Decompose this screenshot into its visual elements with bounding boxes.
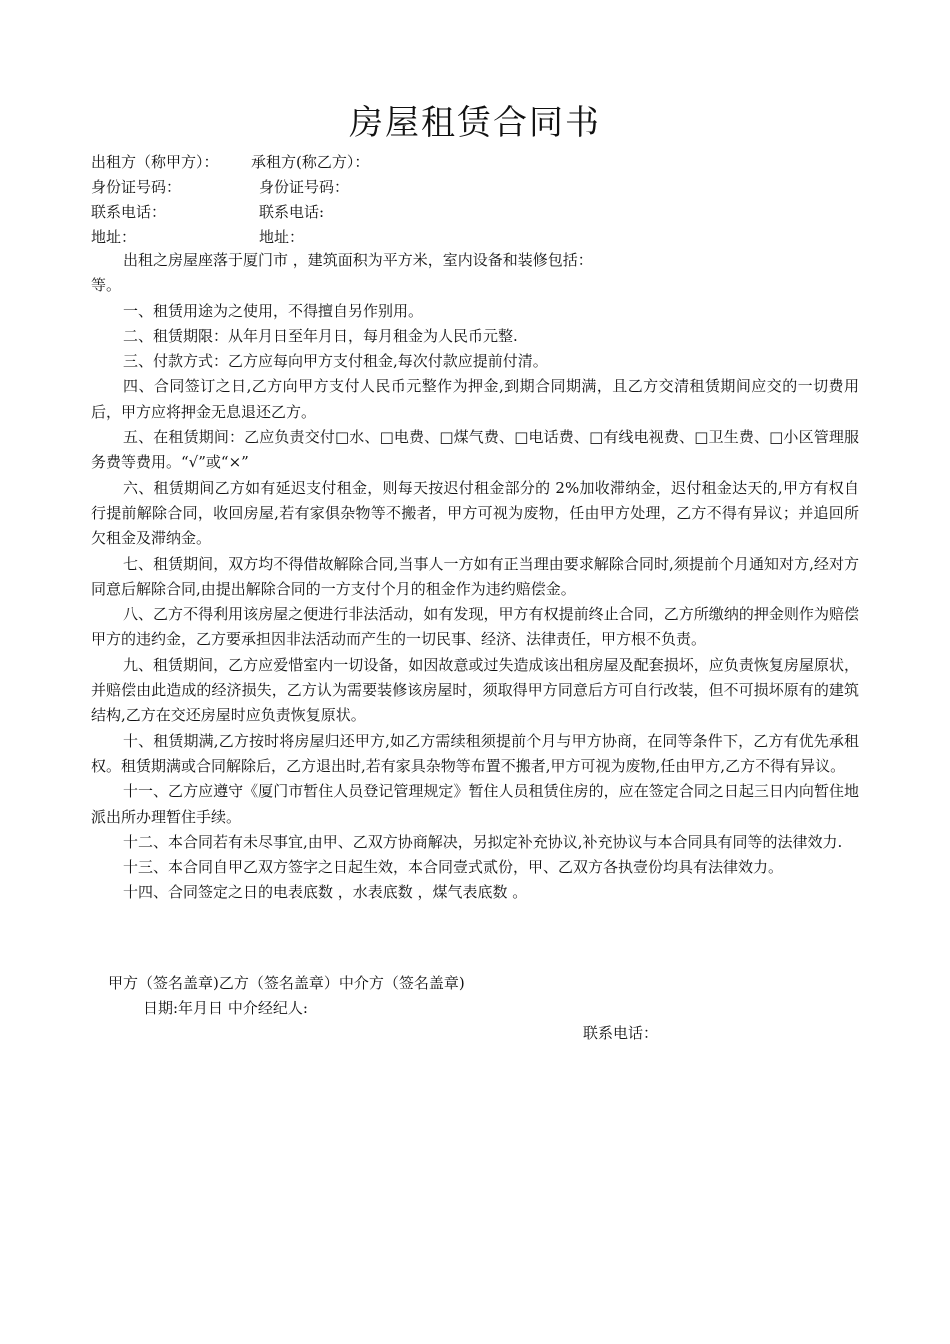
clause-11-registration: 十一、乙方应遵守《厦门市暂住人员登记管理规定》暂住人员租赁住房的，应在签定合同之日起三日内向暂住地派出所办理暂住手续。: [91, 782, 859, 826]
lessee-address-label: 地址：: [259, 228, 305, 246]
clause-5-fees: 五、在租赁期间：乙应负责交付□水、□电费、□煤气费、□电话费、□有线电视费、□卫生费、□小区管理服务费等费用。“√”或“×”: [91, 428, 859, 472]
id-number-row: [91, 175, 350, 200]
page-title: 房屋租赁合同书: [349, 103, 601, 143]
address-row: [91, 225, 305, 250]
phone-row: [91, 200, 325, 225]
clause-2-term: 二、租赁期限：从年月日至年月日，每月租金为人民币元整.: [123, 326, 518, 345]
clause-9-maintenance: 九、租赁期间，乙方应爱惜室内一切设备，如因故意或过失造成该出租房屋及配套损坏，应负责恢复房屋原状，并赔偿由此造成的经济损失，乙方认为需要装修该房屋时，须取得甲方同意后方可自行改装，但不可损坏原有的建筑结构,乙方在交还房屋时应负责恢复原状。: [91, 655, 859, 725]
clause-7-termination: 七、租赁期间，双方均不得借故解除合同,当事人一方如有正当理由要求解除合同时,须提前个月通知对方,经对方同意后解除合同,由提出解除合同的一方支付个月的租金作为违约赔偿金。: [91, 554, 859, 598]
lessor-phone-label: 联系电话：: [91, 203, 167, 221]
lessee-phone-label: 联系电话:: [259, 203, 325, 221]
clause-12-supplement: 十二、本合同若有未尽事宜,由甲、乙双方协商解决，另拟定补充协议,补充协议与本合同具有同等的法律效力.: [123, 832, 843, 851]
clause-14-meter-readings: 十四、合同签定之日的电表底数 ，水表底数 ，煤气表底数 。: [123, 883, 528, 902]
signature-phone: 联系电话：: [583, 1024, 659, 1042]
clause-8-illegal-activity: 八、乙方不得利用该房屋之便进行非法活动，如有发现，甲方有权提前终止合同，乙方所缴纳的押金则作为赔偿甲方的违约金，乙方要承担因非法活动而产生的一切民事、经济、法律责任，甲方根不负责。: [91, 605, 859, 649]
clause-premises-end: 等。: [91, 276, 122, 295]
lessor-id-label: 身份证号码：: [91, 178, 182, 196]
contract-body: [91, 248, 859, 906]
lessor-address-label: 地址：: [91, 228, 137, 246]
clause-10-expiry: 十、租赁期满,乙方按时将房屋归还甲方,如乙方需续租须提前个月与甲方协商，在同等条件下，乙方有优先承租权。租赁期满或合同解除后，乙方退出时,若有家具杂物等布置不搬者,甲方可视为废物,任由甲方,乙方不得有异议。: [91, 731, 859, 775]
signature-date-agent: 日期:年月日 中介经纪人:: [143, 999, 308, 1017]
clause-1-use: 一、租赁用途为之使用，不得擅自另作别用。: [123, 301, 424, 320]
clause-4-deposit: 四、合同签订之日,乙方向甲方支付人民币元整作为押金,到期合同期满，且乙方交清租赁期间应交的一切费用后，甲方应将押金无息退还乙方。: [91, 377, 859, 421]
lessee-id-label: 身份证号码：: [259, 178, 350, 196]
clause-13-effect: 十三、本合同自甲乙双方签字之日起生效，本合同壹式贰份，甲、乙双方各执壹份均具有法律效力。: [123, 858, 784, 877]
lessor-label: 出租方（称甲方）：: [91, 153, 219, 171]
clause-6-late-payment: 六、租赁期间乙方如有延迟支付租金，则每天按迟付租金部分的 2%加收滞纳金，迟付租金达天的,甲方有权自行提前解除合同，收回房屋,若有家俱杂物等不搬者，甲方可视为废物，任由甲方处理，乙方不得有异议；并追回所欠租金及滞纳金。: [91, 478, 859, 548]
signature-parties: 甲方（签名盖章)乙方（签名盖章）中介方（签名盖章): [108, 974, 465, 992]
lessee-label: 承租方(称乙方）：: [251, 153, 370, 171]
clause-premises: 出租之房屋座落于厦门市 ，建筑面积为平方米，室内设备和装修包括：: [123, 251, 593, 269]
lessor-lessee-row: [91, 150, 370, 175]
clause-3-payment: 三、付款方式：乙方应每向甲方支付租金,每次付款应提前付清。: [123, 352, 548, 371]
